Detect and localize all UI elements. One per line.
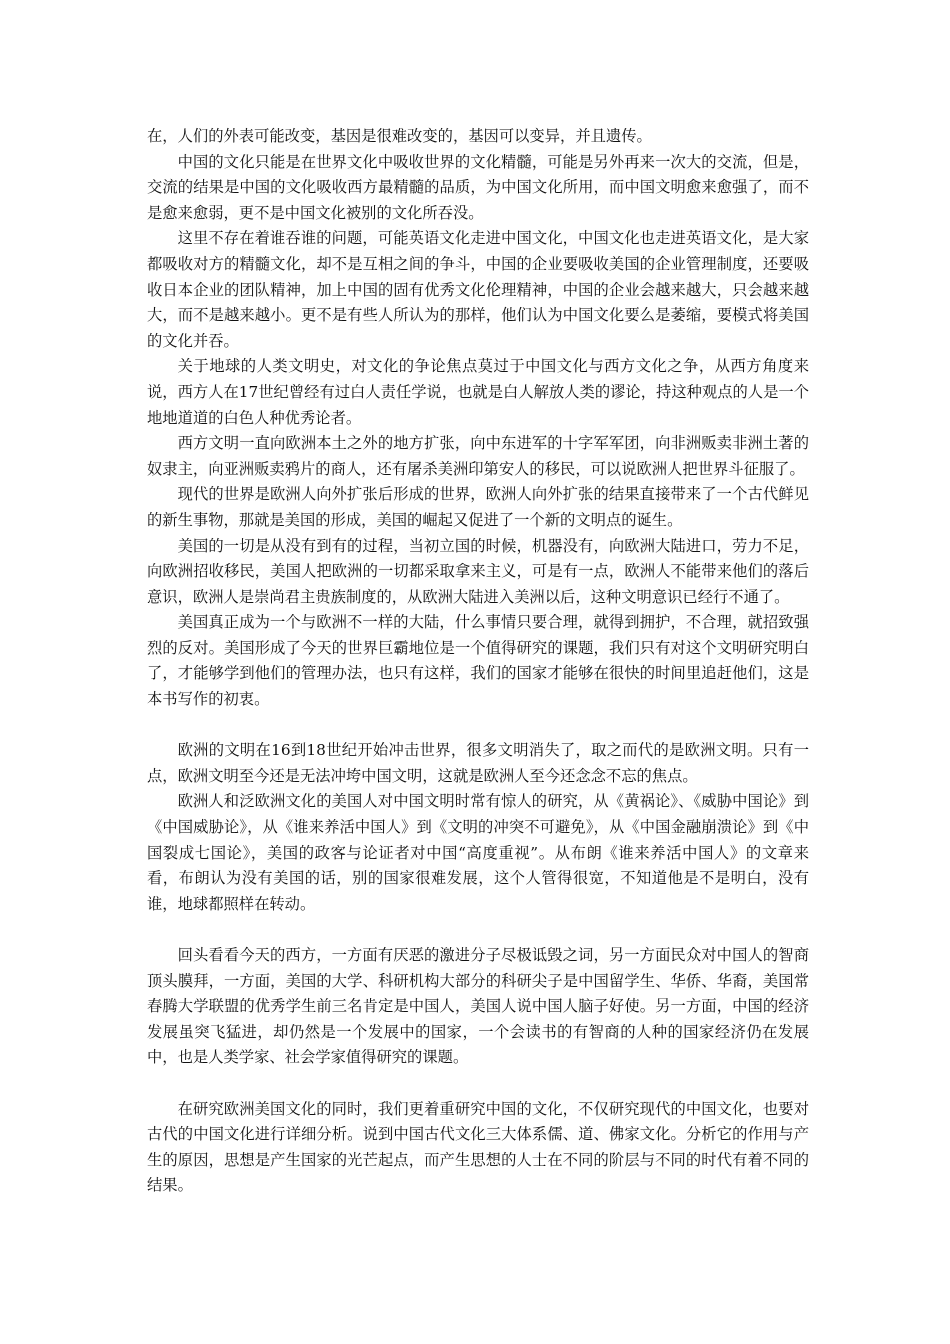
paragraph: 美国的一切是从没有到有的过程，当初立国的时候，机器没有，向欧洲大陆进口，劳力不足，向欧洲招收移民，美国人把欧洲的一切都采取拿来主义，可是有一点，欧洲人不能带来他们的落后意识，欧洲人是崇尚君主贵族制度的，从欧洲大陆进入美洲以后，这种文明意识已经行不通了。 <box>147 536 809 606</box>
paragraph: 关于地球的人类文明史，对文化的争论焦点莫过于中国文化与西方文化之争，从西方角度来说，西方人在17世纪曾经有过白人责任学说，也就是白人解放人类的谬论，持这种观点的人是一个地地道道的白色人种优秀论者。 <box>147 357 809 427</box>
paragraph: 中国的文化只能是在世界文化中吸收世界的文化精髓，可能是另外再来一次大的交流，但是，交流的结果是中国的文化吸收西方最精髓的品质，为中国文化所用，而中国文明愈来愈强了，而不是愈来愈弱，更不是中国文化被别的文化所吞没。 <box>147 152 809 222</box>
document-page <box>147 124 809 1199</box>
paragraph: 现代的世界是欧洲人向外扩张后形成的世界，欧洲人向外扩张的结果直接带来了一个古代鲜见的新生事物，那就是美国的形成，美国的崛起又促进了一个新的文明点的诞生。 <box>147 485 809 529</box>
paragraph: 美国真正成为一个与欧洲不一样的大陆，什么事情只要合理，就得到拥护，不合理，就招致强烈的反对。美国形成了今天的世界巨霸地位是一个值得研究的课题，我们只有对这个文明研究明白了，才能够学到他们的管理办法，也只有这样，我们的国家才能够在很快的时间里追赶他们，这是本书写作的初衷。 <box>147 613 809 709</box>
paragraph: 西方文明一直向欧洲本土之外的地方扩张，向中东进军的十字军军团，向非洲贩卖非洲土著的奴隶主，向亚洲贩卖鸦片的商人，还有屠杀美洲印第安人的移民，可以说欧洲人把世界斗征服了。 <box>147 434 809 478</box>
section-gap <box>147 917 809 943</box>
paragraph-continuation: 在，人们的外表可能改变，基因是很难改变的，基因可以变异，并且遗传。 <box>147 127 652 145</box>
paragraph: 欧洲人和泛欧洲文化的美国人对中国文明时常有惊人的研究，从《黄祸论》、《威胁中国论》到《中国威胁论》，从《谁来养活中国人》到《文明的冲突不可避免》，从《中国金融崩溃论》到《中国裂成七国论》，美国的政客与论证者对中国“高度重视”。从布朗《谁来养活中国人》的文章来看，布朗认为没有美国的话，别的国家很难发展，这个人管得很宽，不知道他是不是明白，没有谁，地球都照样在转动。 <box>147 792 809 913</box>
paragraph: 在研究欧洲美国文化的同时，我们更着重研究中国的文化，不仅研究现代的中国文化，也要对古代的中国文化进行详细分析。说到中国古代文化三大体系儒、道、佛家文化。分析它的作用与产生的原因，思想是产生国家的光芒起点，而产生思想的人士在不同的阶层与不同的时代有着不同的结果。 <box>147 1099 809 1195</box>
section-gap <box>147 1071 809 1097</box>
paragraph: 这里不存在着谁吞谁的问题，可能英语文化走进中国文化，中国文化也走进英语文化，是大家都吸收对方的精髓文化，却不是互相之间的争斗，中国的企业要吸收美国的企业管理制度，还要吸收日本企业的团队精神，加上中国的固有优秀文化伦理精神，中国的企业会越来越大，只会越来越大，而不是越来越小。更不是有些人所认为的那样，他们认为中国文化要么是萎缩，要模式将美国的文化并吞。 <box>147 229 809 350</box>
paragraph: 回头看看今天的西方，一方面有厌恶的激进分子尽极诋毁之词，另一方面民众对中国人的智商顶头膜拜，一方面，美国的大学、科研机构大部分的科研尖子是中国留学生、华侨、华裔，美国常春腾大学联盟的优秀学生前三名肯定是中国人，美国人说中国人脑子好使。另一方面，中国的经济发展虽突飞猛进，却仍然是一个发展中的国家，一个会读书的有智商的人种的国家经济仍在发展中，也是人类学家、社会学家值得研究的课题。 <box>147 946 809 1067</box>
section-gap <box>147 713 809 739</box>
paragraph: 欧洲的文明在16到18世纪开始冲击世界，很多文明消失了，取之而代的是欧洲文明。只有一点，欧洲文明至今还是无法冲垮中国文明，这就是欧洲人至今还念念不忘的焦点。 <box>147 741 809 785</box>
